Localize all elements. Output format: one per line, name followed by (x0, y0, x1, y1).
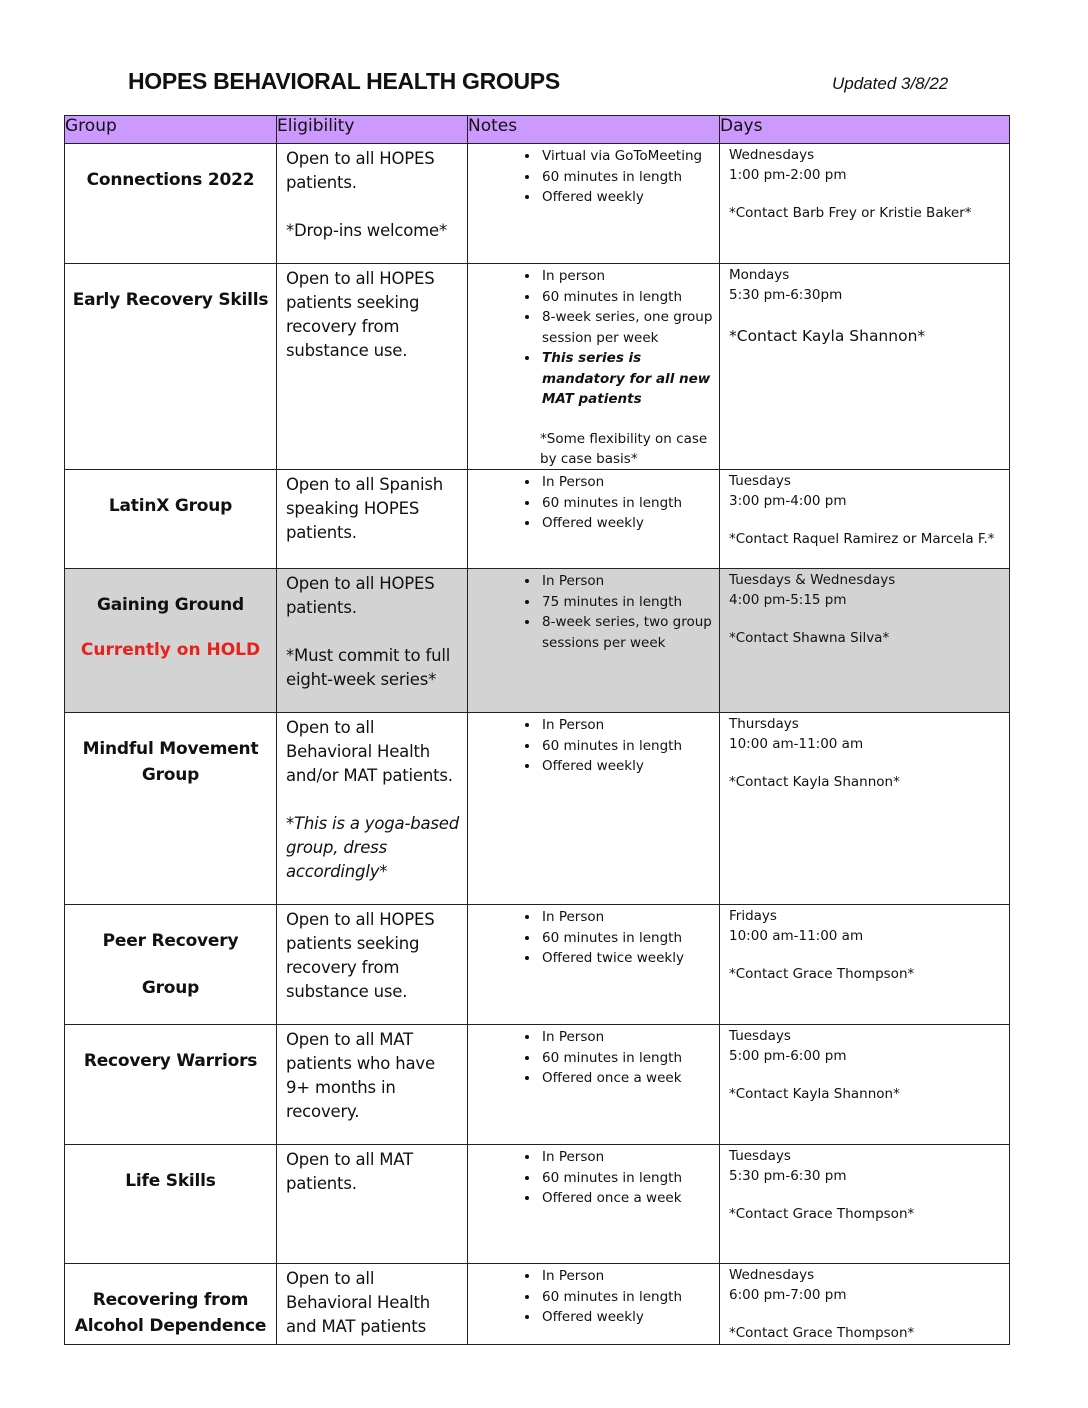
list-item: • Offered twice weekly (540, 948, 719, 969)
list-item: • 60 minutes in length (540, 167, 719, 188)
group-cell (65, 264, 277, 470)
table-row (65, 713, 1010, 905)
eligibility-note: *Must commit to full eight-week series* (286, 646, 451, 689)
table-row (65, 264, 1010, 470)
contact-text: *Contact Raquel Ramirez or Marcela F.* (729, 531, 995, 547)
group-name: Peer Recovery (102, 931, 239, 951)
list-item: • Offered weekly (540, 513, 719, 534)
group-cell (65, 569, 277, 713)
eligibility-text: Open to all Behavioral Health and/or MAT patients. (286, 718, 453, 785)
notes-list (468, 266, 719, 410)
group-cell (65, 1145, 277, 1264)
eligibility-cell (277, 569, 468, 713)
updated-date: Updated 3/8/22 (832, 74, 949, 93)
list-item: • Offered once a week (540, 1068, 719, 1089)
group-name: Gaining Ground (97, 595, 244, 615)
days-cell (720, 1264, 1010, 1345)
list-item: • 60 minutes in length (540, 287, 719, 308)
table-row (65, 470, 1010, 569)
contact-text: *Contact Kayla Shannon* (729, 774, 900, 790)
time-text: 3:00 pm-4:00 pm (729, 492, 847, 509)
list-item: • Offered weekly (540, 1307, 719, 1328)
list-item: • This series is mandatory for all new MAT patients (540, 348, 719, 410)
table-header-row (65, 116, 1010, 144)
group-name: Recovery Warriors (83, 1051, 258, 1071)
eligibility-note: *Drop-ins welcome* (286, 221, 448, 240)
group-cell (65, 470, 277, 569)
eligibility-text: Open to all Spanish speaking HOPES patients. (286, 475, 444, 542)
group-cell (65, 713, 277, 905)
status-badge: Currently on HOLD (80, 640, 261, 660)
group-name: Recovering from Alcohol Dependence (74, 1290, 267, 1336)
notes-cell (468, 1145, 720, 1264)
days-cell (720, 470, 1010, 569)
eligibility-cell (277, 264, 468, 470)
group-cell (65, 1264, 277, 1345)
notes-cell (468, 144, 720, 264)
column-header-group: Group (65, 116, 277, 144)
notes-cell (468, 1264, 720, 1345)
notes-cell (468, 713, 720, 905)
table-row (65, 905, 1010, 1025)
notes-cell (468, 1025, 720, 1145)
group-cell (65, 144, 277, 264)
eligibility-text: Open to all HOPES patients. (286, 574, 435, 617)
notes-cell (468, 470, 720, 569)
group-cell (65, 1025, 277, 1145)
list-item: • In Person (540, 472, 719, 493)
days-cell (720, 264, 1010, 470)
days-text: Tuesdays (729, 1148, 791, 1164)
notes-list (468, 907, 719, 969)
list-item: • 60 minutes in length (540, 493, 719, 514)
contact-text: *Contact Grace Thompson* (729, 1206, 915, 1222)
column-header-eligibility: Eligibility (277, 116, 468, 144)
notes-extra: *Some flexibility on case by case basis* (540, 430, 708, 467)
time-text: 5:00 pm-6:00 pm (729, 1047, 847, 1064)
days-cell (720, 713, 1010, 905)
list-item: • Offered once a week (540, 1188, 719, 1209)
eligibility-text: Open to all MAT patients. (286, 1150, 413, 1193)
list-item: • In Person (540, 1027, 719, 1048)
eligibility-cell (277, 713, 468, 905)
column-header-notes: Notes (468, 116, 720, 144)
table-row (65, 569, 1010, 713)
group-name: Early Recovery Skills (72, 290, 269, 310)
contact-text: *Contact Kayla Shannon* (729, 1086, 900, 1102)
eligibility-cell (277, 1264, 468, 1345)
notes-list (468, 1027, 719, 1089)
days-text: Fridays (729, 908, 777, 924)
days-text: Tuesdays (729, 473, 791, 489)
eligibility-text: Open to all HOPES patients seeking recovery from substance use. (286, 269, 435, 360)
list-item: • In Person (540, 1147, 719, 1168)
days-cell (720, 569, 1010, 713)
days-cell (720, 905, 1010, 1025)
days-text: Wednesdays (729, 147, 815, 163)
time-text: 1:00 pm-2:00 pm (729, 166, 847, 183)
contact-text: *Contact Barb Frey or Kristie Baker* (729, 205, 972, 221)
table-row (65, 1264, 1010, 1345)
contact-text: *Contact Grace Thompson* (729, 966, 915, 982)
time-text: 6:00 pm-7:00 pm (729, 1286, 847, 1303)
eligibility-text: Open to all Behavioral Health and MAT patients (286, 1269, 430, 1336)
notes-list (468, 1266, 719, 1328)
days-text: Mondays (729, 267, 790, 283)
notes-list (468, 1147, 719, 1209)
list-item: • 60 minutes in length (540, 1168, 719, 1189)
eligibility-text: Open to all HOPES patients. (286, 149, 435, 192)
list-item: • 60 minutes in length (540, 1287, 719, 1308)
table-row (65, 1145, 1010, 1264)
days-text: Thursdays (729, 716, 799, 732)
notes-cell (468, 905, 720, 1025)
group-name: Mindful Movement Group (82, 739, 259, 785)
days-cell (720, 1025, 1010, 1145)
list-item: • Virtual via GoToMeeting (540, 146, 719, 167)
eligibility-cell (277, 470, 468, 569)
time-text: 10:00 am-11:00 am (729, 735, 864, 752)
notes-list (468, 146, 719, 208)
group-cell (65, 905, 277, 1025)
time-text: 5:30 pm-6:30 pm (729, 1167, 847, 1184)
notes-list (468, 571, 719, 653)
page-title: HOPES BEHAVIORAL HEALTH GROUPS (128, 68, 560, 94)
eligibility-cell (277, 1025, 468, 1145)
eligibility-cell (277, 144, 468, 264)
group-name: Life Skills (125, 1171, 216, 1191)
table-row (65, 144, 1010, 264)
list-item: • 60 minutes in length (540, 1048, 719, 1069)
list-item: • 60 minutes in length (540, 928, 719, 949)
list-item: • In Person (540, 571, 719, 592)
days-text: Wednesdays (729, 1267, 815, 1283)
table-row (65, 1025, 1010, 1145)
eligibility-cell (277, 905, 468, 1025)
contact-text: *Contact Grace Thompson* (729, 1325, 915, 1341)
list-item: • 75 minutes in length (540, 592, 719, 613)
eligibility-text: Open to all MAT patients who have 9+ months in recovery. (286, 1030, 435, 1121)
list-item: • 8-week series, two group sessions per week (540, 612, 719, 653)
days-cell (720, 1145, 1010, 1264)
days-cell (720, 144, 1010, 264)
list-item: • Offered weekly (540, 756, 719, 777)
list-item: • 8-week series, one group session per week (540, 307, 719, 348)
notes-list (468, 472, 719, 534)
time-text: 5:30 pm-6:30pm (729, 286, 843, 303)
list-item: • In Person (540, 715, 719, 736)
days-text: Tuesdays & Wednesdays (729, 572, 896, 588)
contact-text: *Contact Shawna Silva* (729, 630, 890, 646)
eligibility-text: Open to all HOPES patients seeking recovery from substance use. (286, 910, 435, 1001)
time-text: 4:00 pm-5:15 pm (729, 591, 847, 608)
list-item: • Offered weekly (540, 187, 719, 208)
contact-text: *Contact Kayla Shannon* (729, 327, 926, 345)
notes-list (468, 715, 719, 777)
list-item: • In Person (540, 907, 719, 928)
notes-cell (468, 569, 720, 713)
group-name: Connections 2022 (86, 170, 255, 190)
group-name: LatinX Group (108, 496, 233, 516)
list-item: • In person (540, 266, 719, 287)
groups-table (64, 115, 1010, 1345)
notes-cell (468, 264, 720, 470)
eligibility-note: *This is a yoga-based group, dress accordingly* (286, 814, 459, 881)
eligibility-cell (277, 1145, 468, 1264)
days-text: Tuesdays (729, 1028, 791, 1044)
column-header-days: Days (720, 116, 1010, 144)
list-item: • 60 minutes in length (540, 736, 719, 757)
list-item: • In Person (540, 1266, 719, 1287)
time-text: 10:00 am-11:00 am (729, 927, 864, 944)
group-name-continued: Group (141, 978, 200, 998)
